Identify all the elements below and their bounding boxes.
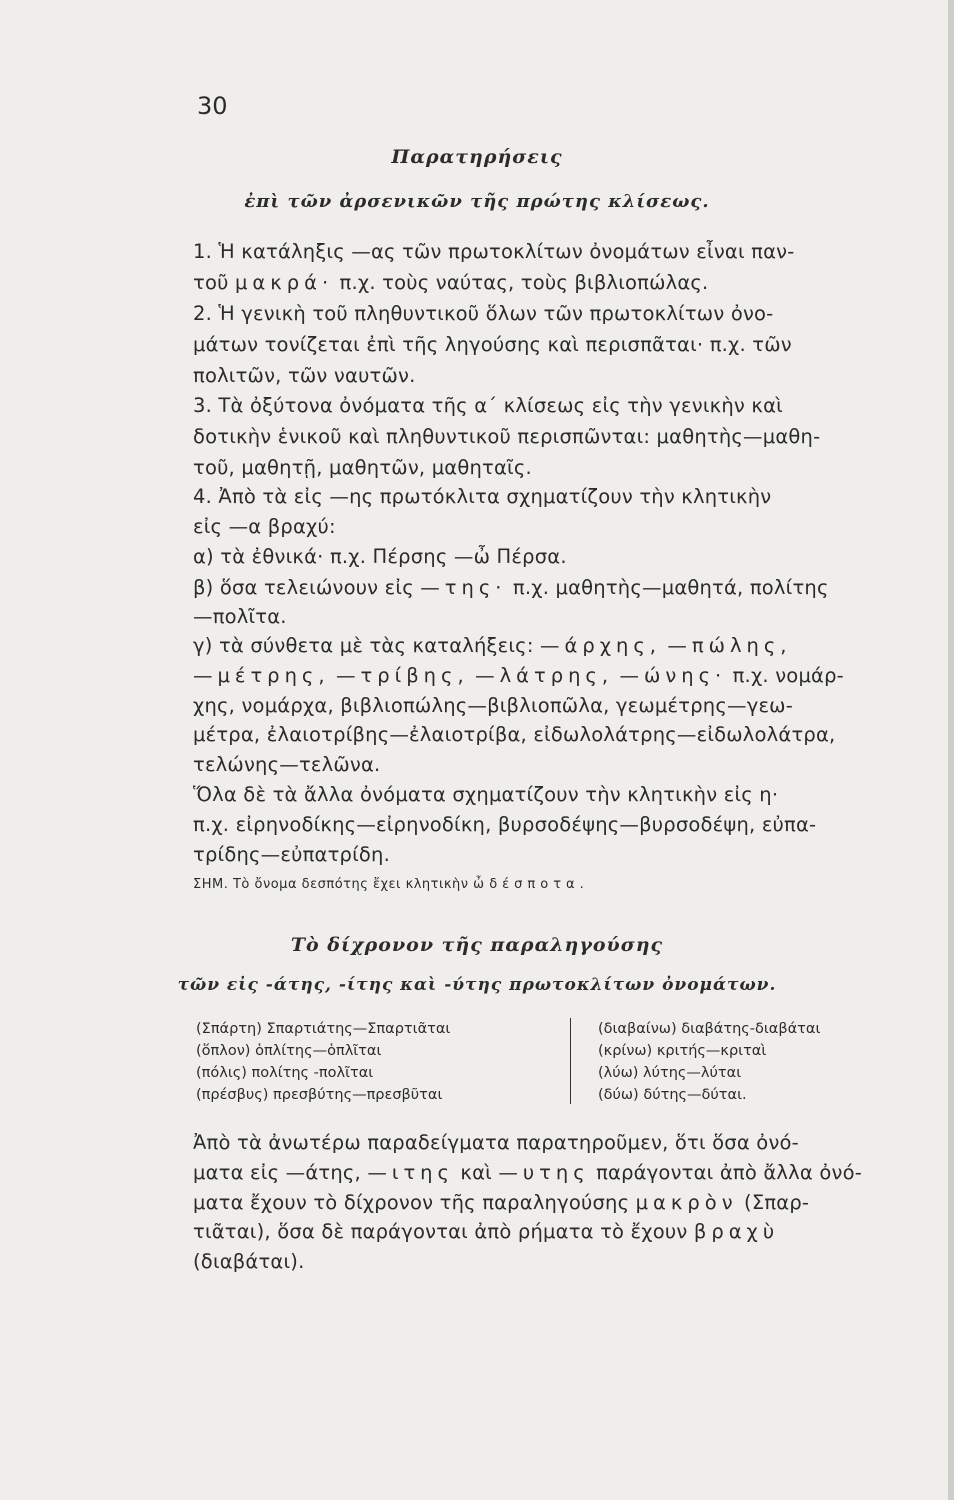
text-span: γ) τὰ σύνθετα μὲ τὰς καταλήξεις: xyxy=(193,634,540,657)
paragraph-4-item-c-line-1 xyxy=(193,636,792,656)
paragraph-5-line-1: Ὅλα δὲ τὰ ἄλλα ὀνόματα σχηματίζουν τὴν κλητικὴν εἰς η· xyxy=(193,783,779,806)
paragraph-4-item-a: α) τὰ ἐθνικά· π.χ. Πέρσης —ὦ Πέρσα. xyxy=(193,545,567,568)
paragraph-5-line-2: π.χ. εἰρηνοδίκης—εἰρηνοδίκη, βυρσοδέψης—βυρσοδέψη, εὐπα- xyxy=(193,813,817,836)
spaced-word: —της· xyxy=(420,576,507,599)
text-span: (Σπαρ- xyxy=(737,1191,810,1214)
paragraph-6-line-5: (διαβάται). xyxy=(193,1250,305,1273)
text-span: τοῦ xyxy=(193,271,235,294)
paragraph-1-line-1: 1. Ἡ κατάληξις —ας τῶν πρωτοκλίτων ὀνομάτων εἶναι παν- xyxy=(193,240,795,263)
text-span: τιᾶται), ὅσα δὲ παράγονται ἀπὸ ρήματα τὸ ἔχουν xyxy=(193,1220,694,1243)
spaced-word: δέσποτα. xyxy=(489,877,589,892)
paragraph-6-line-4 xyxy=(193,1222,779,1242)
spaced-word: —λάτρης, xyxy=(475,664,614,687)
spaced-word: —ιτης xyxy=(367,1161,454,1184)
paragraph-4-line-1: 4. Ἀπὸ τὰ εἰς —ης πρωτόκλιτα σχηματίζουν τὴν κλητικὴν xyxy=(193,485,772,508)
spaced-word: βραχὺ xyxy=(693,1220,780,1243)
paragraph-4-line-2: εἰς —α βραχύ: xyxy=(193,515,336,538)
paragraph-3-line-1: 3. Τὰ ὀξύτονα ὀνόματα τῆς α΄ κλίσεως εἰς τὴν γενικὴν καὶ xyxy=(193,394,783,417)
text-span: καὶ xyxy=(454,1161,499,1184)
example-row: (πρέσβυς) πρεσβύτης—πρεσβῦται xyxy=(196,1087,443,1103)
text-span: π.χ. νομάρ- xyxy=(726,664,844,687)
examples-left-column xyxy=(196,1018,450,1106)
examples-right-column xyxy=(598,1018,820,1106)
example-row: (διαβαίνω) διαβάτης-διαβάται xyxy=(598,1021,821,1037)
text-span: π.χ. μαθητὴς—μαθητά, πολίτης xyxy=(506,576,829,599)
spaced-word: —υτης xyxy=(498,1161,590,1184)
text-span: ματα εἰς —άτης, xyxy=(193,1161,368,1184)
example-row: (κρίνω) κριτής—κριταὶ xyxy=(598,1043,767,1059)
paragraph-4-item-b-line-1 xyxy=(193,578,829,598)
spaced-word: —τρίβης, xyxy=(335,664,469,687)
section-heading-1-title: Παρατηρήσεις xyxy=(391,146,563,168)
spaced-word: —ώνης· xyxy=(619,664,727,687)
page-edge xyxy=(948,0,954,1500)
paragraph-4-item-c-line-4: μέτρα, ἐλαιοτρίβης—ἐλαιοτρίβα, εἰδωλολάτρης—εἰδωλολάτρα, xyxy=(193,723,836,746)
spaced-word: μακρά· xyxy=(234,271,334,294)
spaced-word: —πώλης, xyxy=(667,634,792,657)
paragraph-6-line-3 xyxy=(193,1193,809,1213)
section-heading-2-subtitle: τῶν εἰς -άτης, -ίτης καὶ -ύτης πρωτοκλίτων ὀνομάτων. xyxy=(177,975,777,995)
paragraph-4-item-c-line-2 xyxy=(193,666,844,686)
text-span: π.χ. τοὺς ναύτας, τοὺς βιβλιοπώλας. xyxy=(333,271,709,294)
paragraph-1-line-2 xyxy=(193,273,708,293)
section-heading-1-subtitle: ἐπὶ τῶν ἀρσενικῶν τῆς πρώτης κλίσεως. xyxy=(244,191,710,212)
page-number: 30 xyxy=(197,92,228,120)
example-row: (ὅπλον) ὁπλίτης—ὁπλῖται xyxy=(196,1043,382,1059)
text-span: παράγονται ἀπὸ ἄλλα ὀνό- xyxy=(589,1161,862,1184)
paragraph-2-line-3: πολιτῶν, τῶν ναυτῶν. xyxy=(193,364,416,387)
paragraph-2-line-2: μάτων τονίζεται ἐπὶ τῆς ληγούσης καὶ περισπᾶται· π.χ. τῶν xyxy=(193,333,792,356)
spaced-word: μακρὸν xyxy=(635,1191,738,1214)
example-row: (πόλις) πολίτης -πολῖται xyxy=(196,1065,374,1081)
text-span: ματα ἔχουν τὸ δίχρονον τῆς παραληγούσης xyxy=(193,1191,636,1214)
spaced-word: —άρχης, xyxy=(539,634,661,657)
paragraph-6-line-1: Ἀπὸ τὰ ἀνωτέρω παραδείγματα παρατηροῦμεν, ὅτι ὅσα ὀνό- xyxy=(193,1131,799,1154)
note-line xyxy=(193,878,589,891)
paragraph-5-line-3: τρίδης—εὐπατρίδη. xyxy=(193,843,390,866)
paragraph-3-line-3: τοῦ, μαθητῇ, μαθητῶν, μαθηταῖς. xyxy=(193,456,532,479)
note-text: Τὸ ὄνομα δεσπότης ἔχει κλητικὴν ὦ xyxy=(228,877,490,892)
column-divider xyxy=(570,1018,571,1104)
paragraph-4-item-c-line-3: χης, νομάρχα, βιβλιοπώλης—βιβλιοπῶλα, γεωμέτρης—γεω- xyxy=(193,694,793,717)
example-row: (λύω) λύτης—λύται xyxy=(598,1065,742,1081)
paragraph-4-item-b-line-2: —πολῖτα. xyxy=(193,605,287,628)
example-row: (δύω) δύτης—δύται. xyxy=(598,1087,747,1103)
note-label: ΣΗΜ. xyxy=(193,877,229,892)
example-row: (Σπάρτη) Σπαρτιάτης—Σπαρτιᾶται xyxy=(196,1021,451,1037)
text-span: β) ὅσα τελειώνουν εἰς xyxy=(193,576,421,599)
paragraph-3-line-2: δοτικὴν ἑνικοῦ καὶ πληθυντικοῦ περισπῶνται: μαθητὴς—μαθη- xyxy=(193,425,821,448)
section-heading-2-title: Τὸ δίχρονον τῆς παραληγούσης xyxy=(290,934,664,956)
paragraph-2-line-1: 2. Ἡ γενικὴ τοῦ πληθυντικοῦ ὅλων τῶν πρωτοκλίτων ὀνο- xyxy=(193,302,774,325)
spaced-word: —μέτρης, xyxy=(193,664,330,687)
paragraph-6-line-2 xyxy=(193,1163,862,1183)
paragraph-4-item-c-line-5: τελώνης—τελῶνα. xyxy=(193,753,381,776)
